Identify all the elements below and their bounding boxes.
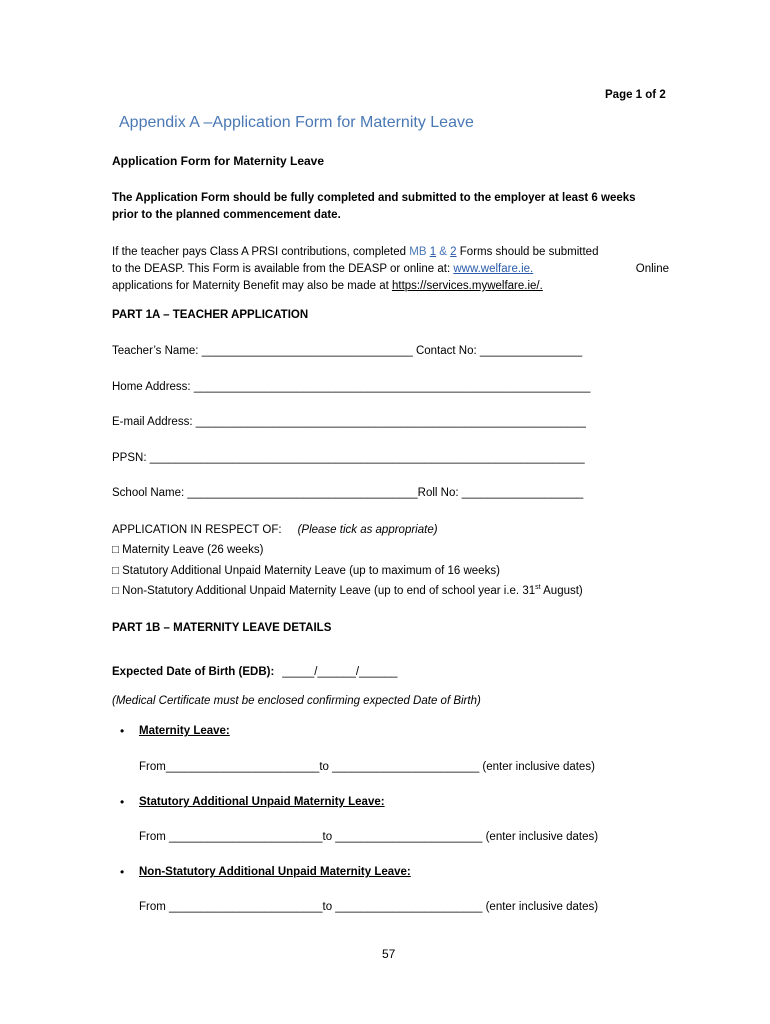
form-title: Application Form for Maternity Leave <box>112 154 325 168</box>
maternity-leave-heading: Maternity Leave: <box>139 725 230 737</box>
option-statutory-unpaid[interactable]: □ Statutory Additional Unpaid Maternity Leave (up to maximum of 16 weeks) <box>112 565 500 577</box>
option3-sup: st <box>535 584 541 591</box>
ppsn-field[interactable]: PPSN: ____________________________________________________________________ <box>112 452 585 464</box>
prsi-paragraph <box>112 244 669 295</box>
option-maternity-leave[interactable]: □ Maternity Leave (26 weeks) <box>112 544 264 556</box>
mb1-link[interactable]: 1 <box>429 246 437 258</box>
prsi-line1-text: If the teacher pays Class A PRSI contributions, completed <box>112 246 410 258</box>
email-field[interactable]: E-mail Address: _____________________________________________________________ <box>112 416 586 428</box>
prsi-line-3 <box>112 278 669 295</box>
edb-label: Expected Date of Birth (EDB): <box>112 666 275 678</box>
home-address-field[interactable]: Home Address: ______________________________________________________________ <box>112 381 591 393</box>
mb2-link[interactable]: 2 <box>450 246 457 258</box>
statutory-dates-field[interactable]: From ________________________to _______________________ (enter inclusive dates) <box>139 831 599 843</box>
edb-row <box>112 666 397 678</box>
page-number: 57 <box>382 947 396 961</box>
bullet-icon: • <box>120 724 125 738</box>
bullet-icon: • <box>120 865 125 879</box>
prsi-line2-text: to the DEASP. This Form is available from the DEASP or online at: <box>112 263 454 275</box>
bullet-icon: • <box>120 795 125 809</box>
prsi-line1-end: Forms should be submitted <box>456 246 599 258</box>
medical-note: (Medical Certificate must be enclosed confirming expected Date of Birth) <box>112 695 481 707</box>
ampersand: & <box>436 246 451 258</box>
prsi-line-1 <box>112 244 669 261</box>
page-indicator: Page 1 of 2 <box>605 89 666 101</box>
school-name-field[interactable]: School Name: ____________________________________Roll No: ___________________ <box>112 487 584 499</box>
maternity-dates-field[interactable]: From________________________to _______________________ (enter inclusive dates) <box>139 761 595 773</box>
nonstatutory-leave-heading: Non-Statutory Additional Unpaid Maternity Leave: <box>139 866 411 878</box>
edb-field[interactable]: _____/______/______ <box>282 666 398 678</box>
nonstatutory-dates-field[interactable]: From ________________________to _______________________ (enter inclusive dates) <box>139 901 599 913</box>
welfare-link[interactable]: www.welfare.ie. <box>453 263 534 275</box>
prsi-line3-text: applications for Maternity Benefit may also be made at <box>112 280 392 292</box>
option3-end: August) <box>540 585 583 597</box>
statutory-leave-heading: Statutory Additional Unpaid Maternity Leave: <box>139 796 385 808</box>
option3-text: □ Non-Statutory Additional Unpaid Maternity Leave (up to end of school year i.e. 31 <box>112 585 536 597</box>
application-label-row <box>112 524 438 536</box>
teacher-name-field[interactable]: Teacher’s Name: _________________________________ Contact No: ________________ <box>112 345 583 357</box>
appendix-title: Appendix A –Application Form for Maternity Leave <box>119 114 474 131</box>
part1b-heading: PART 1B – MATERNITY LEAVE DETAILS <box>112 622 332 634</box>
application-label: APPLICATION IN RESPECT OF: <box>112 524 282 536</box>
part1a-heading: PART 1A – TEACHER APPLICATION <box>112 309 309 321</box>
mb-label: MB <box>409 246 427 258</box>
application-hint: (Please tick as appropriate) <box>297 524 438 536</box>
instruction-line-2: prior to the planned commencement date. <box>112 209 341 221</box>
services-link[interactable]: https://services.mywelfare.ie/. <box>391 280 543 292</box>
prsi-line2-end: Online <box>635 263 669 275</box>
instruction-line-1: The Application Form should be fully completed and submitted to the employer at least 6 weeks <box>112 192 636 204</box>
prsi-line-2 <box>112 261 669 278</box>
option-nonstatutory-unpaid[interactable] <box>112 585 583 597</box>
